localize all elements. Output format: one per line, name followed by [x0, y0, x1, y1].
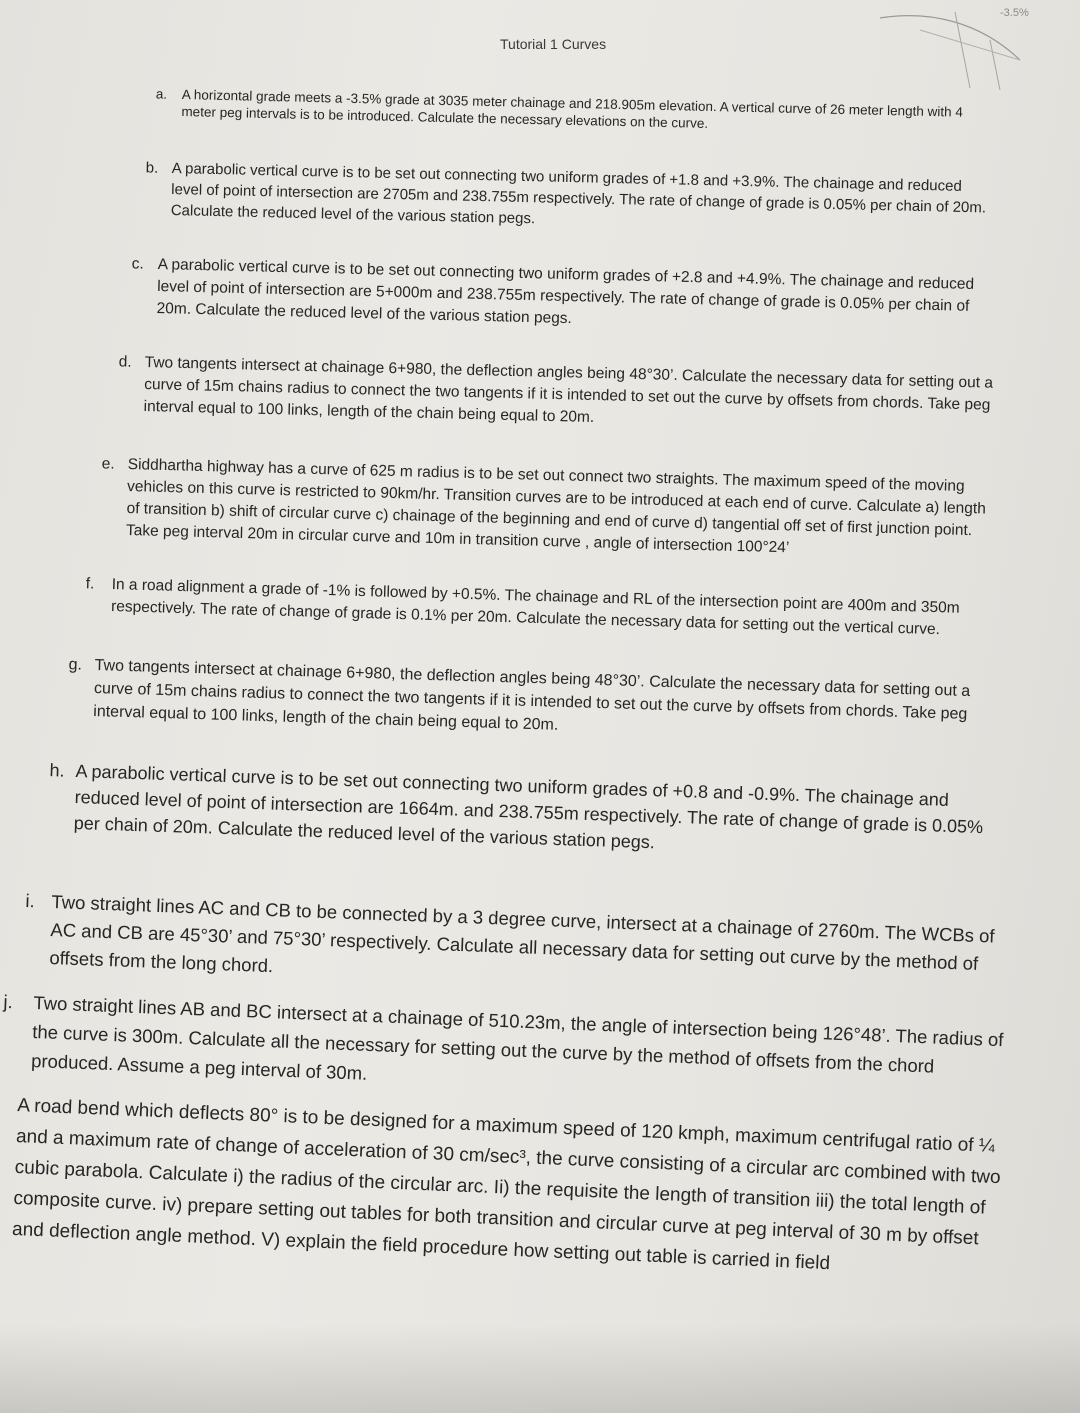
question-text: A parabolic vertical curve is to be set out connecting two uniform grades of +2.8 and +4.9%. The chainage and reduced level of point of intersection are 5+000m and 238.755m respectively. The rate of change of grade is 0.05% per chain of 20m. Calculate the reduced level of the various station pegs. [156, 255, 975, 328]
question-text: A parabolic vertical curve is to be set out connecting two uniform grades of +1.8 and +3.9%. The chainage and reduced level of point of intersection are 2705m and 238.755m respectively. The rate of change of grade is 0.05% per chain of 20m. Calculate the reduced level of the various station pegs. [170, 159, 987, 228]
question-letter: a. [155, 86, 168, 102]
question-text: Two straight lines AB and BC intersect at a chainage of 510.23m, the angle of intersection being 126°48’. The radius of the curve is 300m. Calculate all the necessary for setting out the curve by the method of offsets from the chord produced. Assume a peg interval of 30m. [30, 991, 1004, 1084]
question-j [3, 988, 1010, 1112]
question-c [131, 254, 991, 340]
question-text: Two tangents intersect at chainage 6+980, the deflection angles being 48°30’. Calculate the necessary data for setting out a curve of 15m chains radius to connect the two tangents if it is intended to set out the curve by offsets from chords. Take peg interval equal to 100 links, length of the chain being equal to 20m. [93, 656, 971, 734]
question-g [68, 654, 1001, 750]
question-b [145, 158, 992, 240]
question-letter: b. [145, 159, 159, 177]
pencil-sketch [860, 0, 1060, 100]
corner-note: -3.5% [1000, 7, 1029, 19]
page-title: Tutorial 1 Curves [500, 36, 607, 52]
question-letter: g. [68, 656, 83, 674]
question-text: A road bend which deflects 80° is to be designed for a maximum speed of 120 kmph, maximum centrifugal ratio of ¼ and a maximum rate of change of acceleration of 30 cm/sec³, the curve consisting of a circular arc combined with two cubic parabola. Calculate i) the radius of the circular arc. Ii) the requisite the length of transition iii) the total length of composite curve. iv) prepare setting out tables for both transition and circular curve at peg interval of 30 m by offset and deflection angle method. V) explain the field procedure how setting out table is carried in field [11, 1094, 1001, 1275]
bottom-shadow [0, 1323, 1080, 1413]
question-d [118, 352, 994, 439]
question-text: A parabolic vertical curve is to be set out connecting two uniform grades of +0.8 and -0.9%. The chainage and reduced level of point of intersection are 1664m. and 238.755m respectively. The rate of change of grade is 0.05% per chain of 20m. Calculate the reduced level of the various station pegs. [73, 760, 984, 853]
question-letter: f. [85, 575, 95, 593]
question-text: In a road alignment a grade of -1% is followed by +0.5%. The chainage and RL of the intersection point are 400m and 350m respectively. The rate of change of grade is 0.1% per 20m. Calculate the necessary data for setting out the vertical curve. [110, 575, 960, 639]
question-f [85, 574, 998, 643]
question-letter: i. [25, 890, 36, 912]
question-letter: c. [131, 255, 145, 273]
question-letter: j. [3, 990, 14, 1013]
question-text: Two straight lines AC and CB to be connected by a 3 degree curve, intersect at a chainage of 2760m. The WCBs of AC and CB are 45°30’ and 75°30’ respectively. Calculate all necessary data for setting out curve by the method of offsets from the long chord. [49, 890, 995, 977]
question-text: Two tangents intersect at chainage 6+980, the deflection angles being 48°30’. Calculate the necessary data for setting out a curve of 15m chains radius to connect the two tangents if it is intended to set out the curve by offsets from chords. Take peg interval equal to 100 links, length of the chain being equal to 20m. [143, 353, 994, 426]
question-letter: h. [49, 760, 65, 781]
question-k [12, 1090, 1014, 1287]
question-letter: e. [101, 455, 115, 473]
question-i [25, 888, 1005, 1007]
question-h [49, 758, 1003, 867]
question-letter: d. [118, 353, 132, 371]
question-e [101, 454, 996, 565]
question-text: Siddhartha highway has a curve of 625 m radius is to be set out connect two straights. The maximum speed of the moving vehicles on this curve is restricted to 90km/hr. Transition curves are to be introduced at each end of curve. Calculate a) length of transition b) shift of circular curve c) chainage of the beginning and end of curve d) tangential off set of first junction point. Take peg interval 20m in circular curve and 10m in transition curve , angle of intersection 100°24’ [125, 455, 987, 557]
question-text: A horizontal grade meets a -3.5% grade at 3035 meter chainage and 218.905m elevation. A vertical curve of 26 meter length with 4 meter peg intervals is to be introduced. Calculate the necessary elevations on the curve. [181, 86, 964, 131]
